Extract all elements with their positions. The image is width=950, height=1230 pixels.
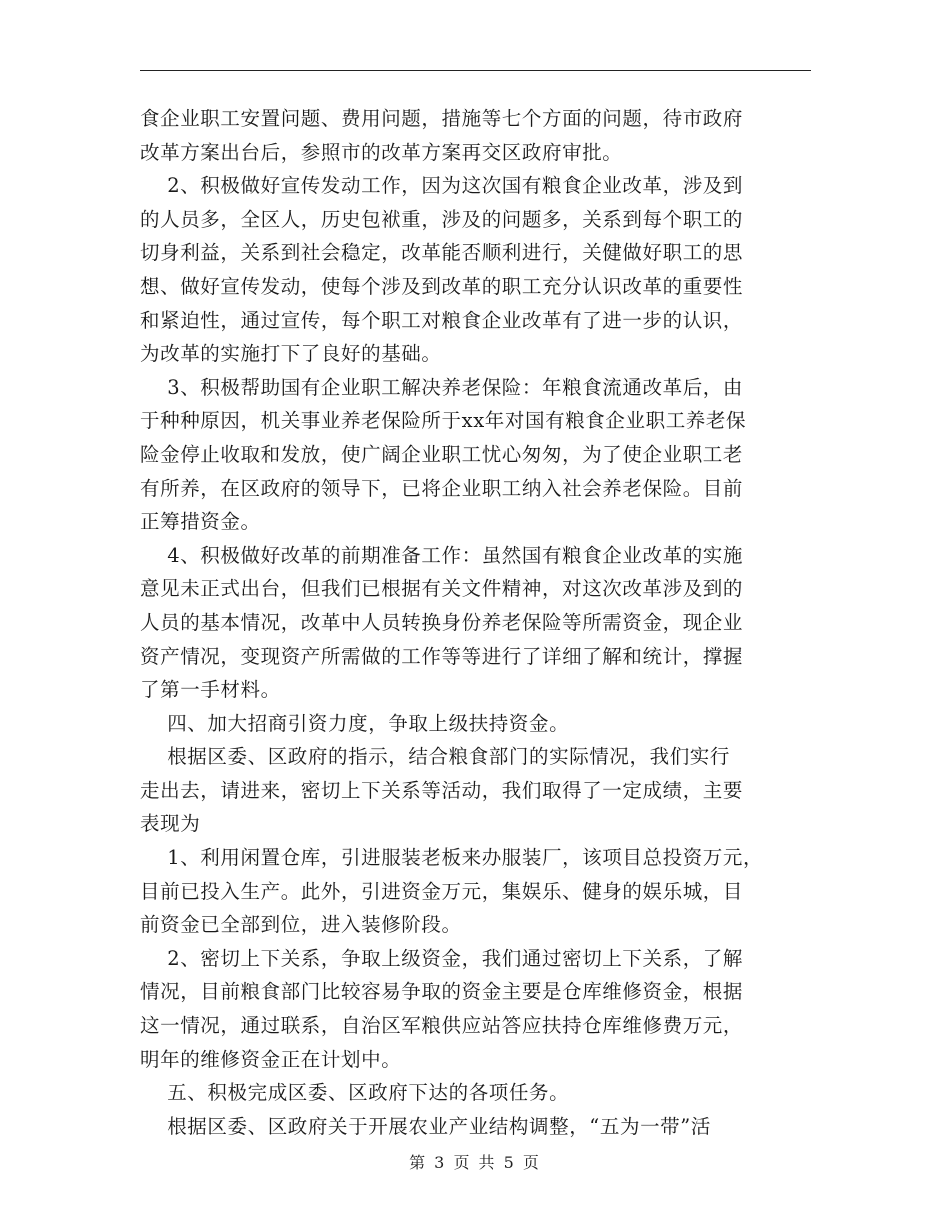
text-line: 想、做好宣传发动，使每个涉及到改革的职工充分认识改革的重要性 <box>140 274 744 298</box>
text-line: 表现为 <box>140 812 201 836</box>
text-line: 走出去，请进来，密切上下关系等活动，我们取得了一定成绩，主要 <box>140 778 744 802</box>
text-line: 为改革的实施打下了良好的基础。 <box>140 342 442 366</box>
section-heading: 五、积极完成区委、区政府下达的各项任务。 <box>140 1081 570 1105</box>
text-line: 资产情况，变现资产所需做的工作等等进行了详细了解和统计，撑握 <box>140 644 744 668</box>
text-line: 3、积极帮助国有企业职工解决养老保险：年粮食流通改革后，由 <box>140 375 744 399</box>
text-line: 意见未正式出台，但我们已根据有关文件精神，对这次改革涉及到的 <box>140 577 744 601</box>
header-rule <box>140 70 811 71</box>
text-line: 明年的维修资金正在计划中。 <box>140 1047 402 1071</box>
text-line: 这一情况，通过联系，自治区军粮供应站答应扶持仓库维修费万元， <box>140 1014 744 1038</box>
text-line: 2、积极做好宣传发动工作，因为这次国有粮食企业改革，涉及到 <box>140 174 744 198</box>
document-body <box>140 102 820 1143</box>
text-line: 人员的基本情况，改革中人员转换身份养老保险等所需资金，现企业 <box>140 610 744 634</box>
text-line: 1、利用闲置仓库，引进服装老板来办服装厂，该项目总投资万元， <box>140 846 764 870</box>
text-line: 的人员多，全区人，历史包袱重，涉及的问题多，关系到每个职工的 <box>140 207 744 231</box>
text-line: 4、积极做好改革的前期准备工作：虽然国有粮食企业改革的实施 <box>140 543 744 567</box>
text-line: 目前已投入生产。此外，引进资金万元，集娱乐、健身的娱乐城，目 <box>140 879 744 903</box>
text-line: 改革方案出台后，参照市的改革方案再交区政府审批。 <box>140 140 623 164</box>
text-line: 险金停止收取和发放，使广阔企业职工忧心匆匆，为了使企业职工老 <box>140 442 744 466</box>
text-line: 食企业职工安置问题、费用问题，措施等七个方面的问题，待市政府 <box>140 107 744 130</box>
text-line: 了第一手材料。 <box>140 678 281 702</box>
text-line: 正筹措资金。 <box>140 510 261 534</box>
text-line: 和紧迫性，通过宣传，每个职工对粮食企业改革有了进一步的认识， <box>140 308 744 332</box>
text-line: 根据区委、区政府关于开展农业产业结构调整，“五为一带”活 <box>140 1114 711 1138</box>
text-line: 于种种原因，机关事业养老保险所于xx年对国有粮食企业职工养老保 <box>140 409 747 433</box>
page-number: 第 3 页 共 5 页 <box>409 1153 541 1172</box>
text-line: 情况，目前粮食部门比较容易争取的资金主要是仓库维修资金，根据 <box>140 980 744 1004</box>
text-line: 有所养，在区政府的领导下，已将企业职工纳入社会养老保险。目前 <box>140 476 744 500</box>
text-line: 前资金已全部到位，进入装修阶段。 <box>140 913 462 937</box>
text-line: 2、密切上下关系，争取上级资金，我们通过密切上下关系，了解 <box>140 946 744 970</box>
section-heading: 四、加大招商引资力度，争取上级扶持资金。 <box>140 711 570 735</box>
text-line: 根据区委、区政府的指示，结合粮食部门的实际情况，我们实行 <box>140 745 730 769</box>
text-line: 切身利益，关系到社会稳定，改革能否顺利进行，关健做好职工的思 <box>140 241 744 265</box>
